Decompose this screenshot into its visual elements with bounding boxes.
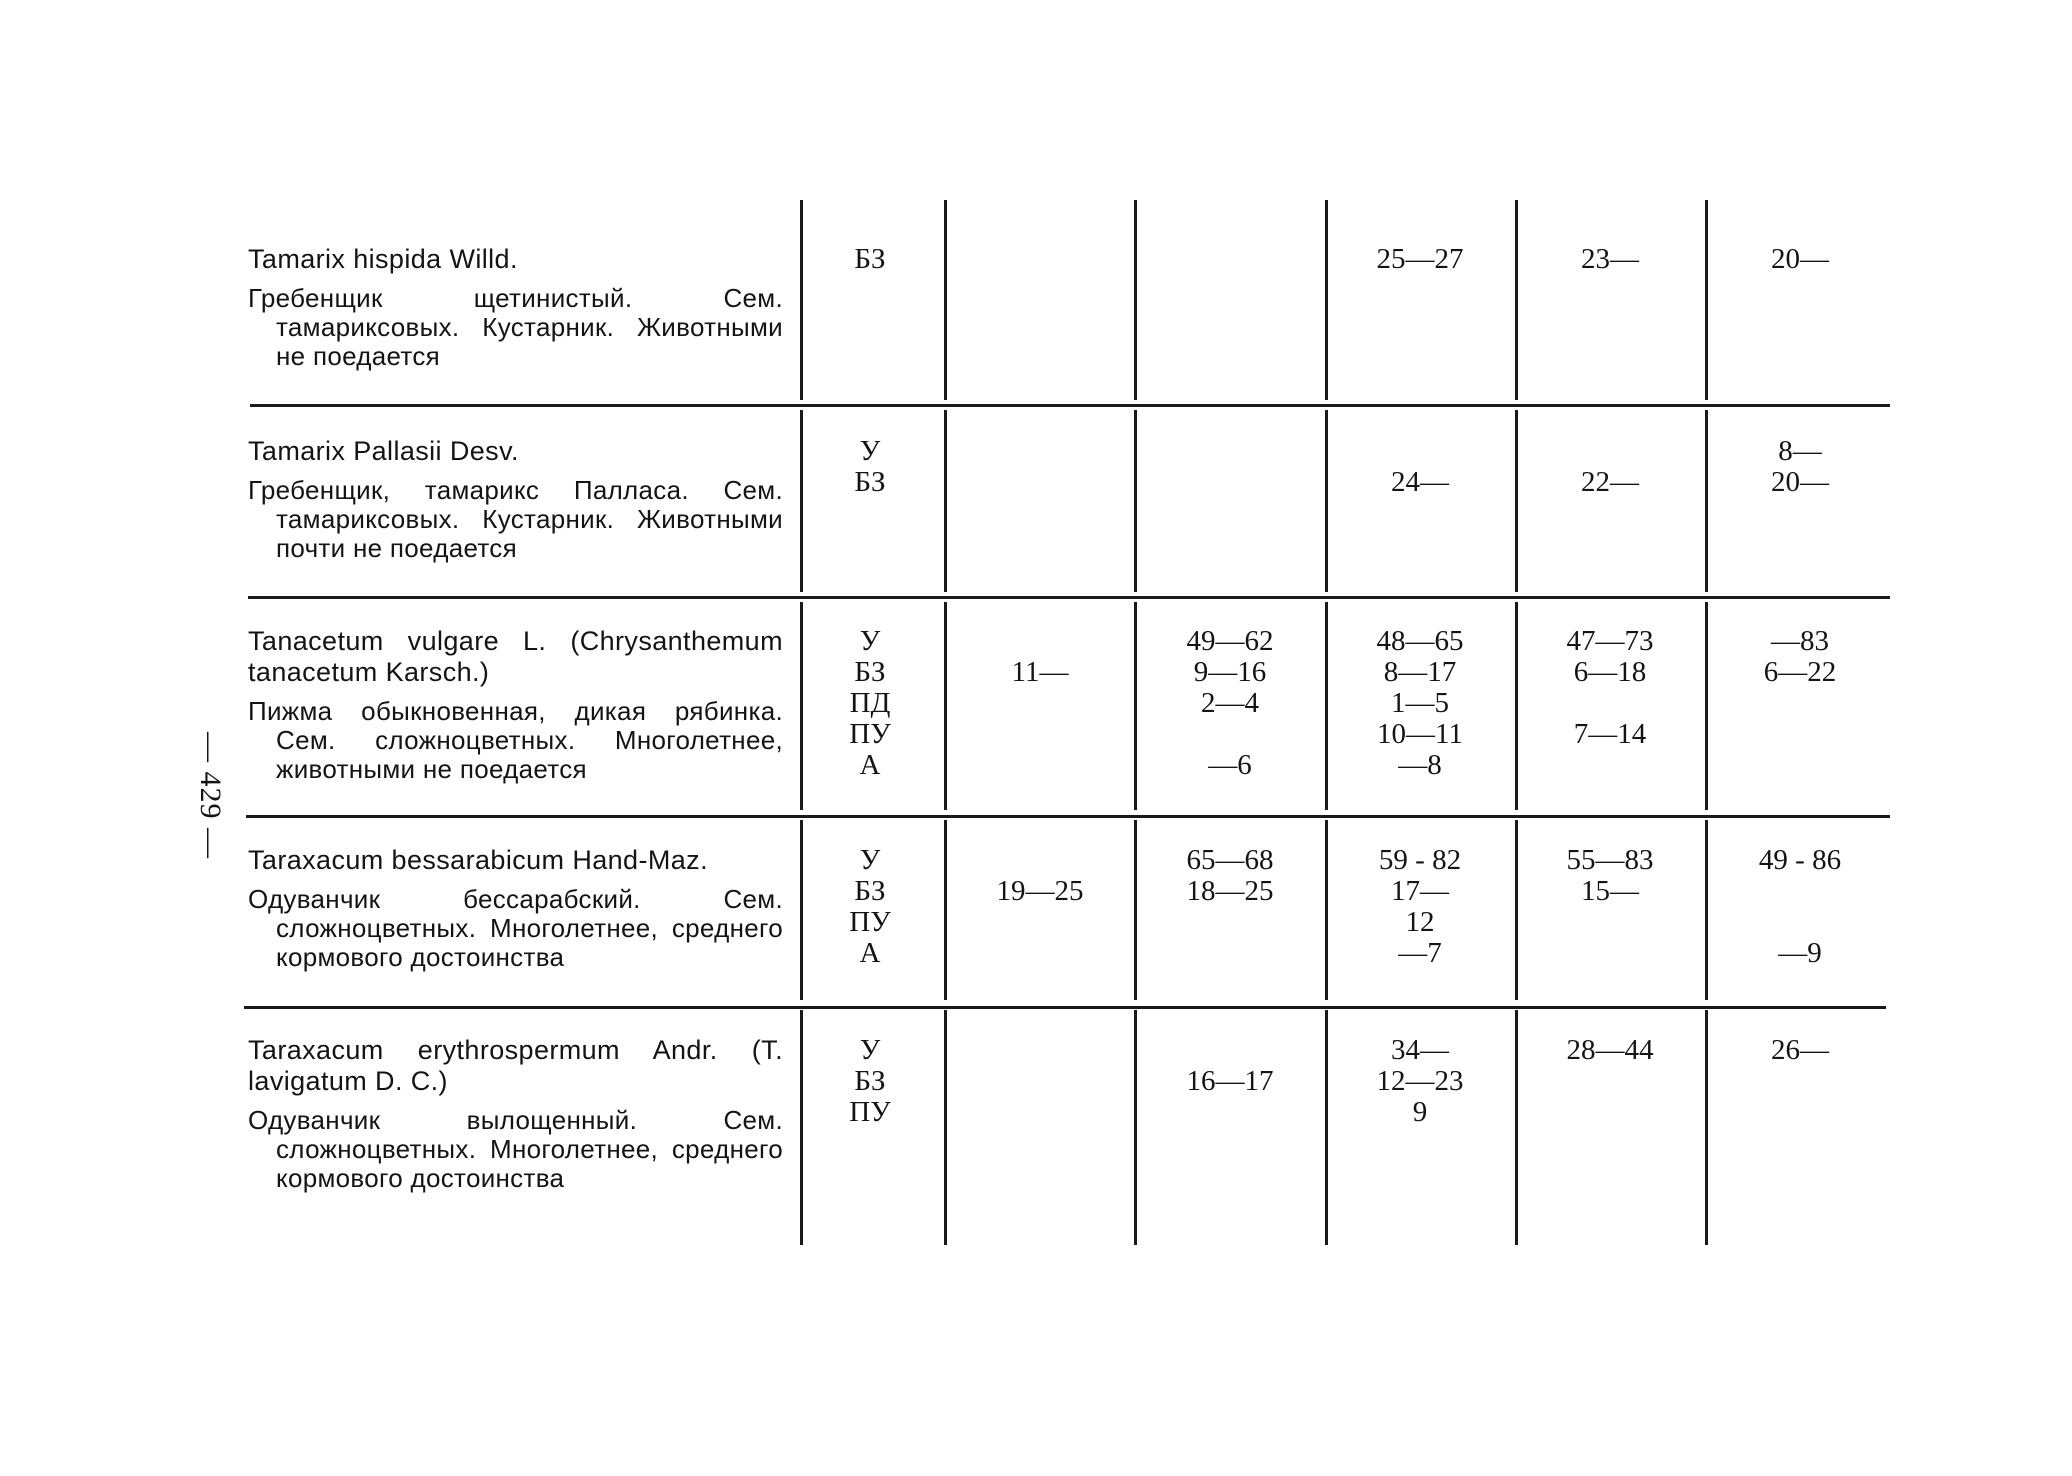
value-cell: 10—11: [1377, 718, 1463, 750]
zone-code: БЗ: [854, 1065, 886, 1097]
value-column-3: [1325, 845, 1515, 969]
value-cell: 65—68: [1186, 844, 1274, 876]
value-cell: 49—62: [1186, 625, 1274, 657]
zone-code: ПУ: [849, 718, 891, 750]
value-cell: [1515, 938, 1705, 969]
zone-list: [800, 244, 940, 275]
value-cell: 1—5: [1391, 687, 1449, 719]
species-description: Одуванчик вылощенный. Сем. сложноцветных. Многолетнее, среднего кормового достоинства: [248, 1105, 783, 1193]
value-cell: 7—14: [1573, 718, 1647, 750]
zone-code: А: [859, 937, 881, 969]
value-cell: 6—18: [1573, 656, 1647, 688]
value-column-2: [1135, 626, 1325, 781]
zone-list: [800, 626, 940, 781]
value-cell: [945, 938, 1135, 969]
value-cell: 25—27: [1376, 243, 1464, 275]
value-cell: [945, 1035, 1135, 1066]
value-cell: [945, 1097, 1135, 1128]
value-column-1: [945, 1035, 1135, 1128]
value-cell: [1705, 1097, 1895, 1128]
zone-code: БЗ: [854, 466, 886, 498]
species-cell: [248, 1035, 783, 1193]
value-cell: 24—: [1391, 466, 1449, 498]
value-cell: [945, 907, 1135, 938]
species-cell: [248, 626, 783, 784]
value-cell: [1325, 436, 1515, 467]
column-rule: [800, 200, 803, 400]
value-cell: 2—4: [1201, 687, 1259, 719]
species-description: Гребенщик щетинистый. Сем. тамариксовых. Кустарник. Животными не поедается: [248, 283, 783, 371]
species-cell: [248, 436, 783, 563]
row-separator: [248, 596, 1890, 599]
value-column-3: [1325, 626, 1515, 781]
species-description: Одуванчик бессарабский. Сем. сложноцветных. Многолетнее, среднего кормового достоинства: [248, 884, 783, 972]
species-description: Пижма обыкновенная, дикая рябинка. Сем. сложноцветных. Многолетнее, животными не поедается: [248, 696, 783, 784]
zone-list: [800, 845, 940, 969]
value-cell: 6—22: [1763, 656, 1837, 688]
value-column-2: [1135, 436, 1325, 498]
value-cell: [945, 845, 1135, 876]
value-cell: 8—: [1778, 435, 1822, 467]
value-cell: [1705, 1066, 1895, 1097]
zone-list: [800, 1035, 940, 1128]
value-cell: —6: [1208, 749, 1252, 781]
value-cell: [1135, 436, 1325, 467]
value-cell: 19—25: [996, 875, 1084, 907]
value-column-5: [1705, 626, 1895, 781]
value-cell: —7: [1398, 937, 1442, 969]
zone-code: У: [859, 435, 881, 467]
value-cell: [1135, 1097, 1325, 1128]
value-cell: 9—16: [1193, 656, 1267, 688]
zone-code: У: [859, 1034, 881, 1066]
value-column-5: [1705, 1035, 1895, 1128]
value-column-2: [1135, 1035, 1325, 1128]
value-cell: 47—73: [1566, 625, 1654, 657]
zone-code: У: [859, 844, 881, 876]
column-rule: [1515, 200, 1518, 400]
value-column-1: [945, 626, 1135, 781]
value-column-2: [1135, 244, 1325, 275]
value-cell: 49 - 86: [1758, 844, 1842, 876]
column-rule: [1325, 200, 1328, 400]
value-cell: [1705, 750, 1895, 781]
value-cell: [1515, 688, 1705, 719]
value-cell: 22—: [1581, 466, 1639, 498]
zone-list: [800, 436, 940, 498]
species-cell: [248, 244, 783, 371]
zone-code: ПУ: [849, 1096, 891, 1128]
value-cell: 8—17: [1383, 656, 1457, 688]
value-column-4: [1515, 626, 1705, 781]
value-cell: [1135, 719, 1325, 750]
value-column-5: [1705, 845, 1895, 969]
value-cell: [945, 467, 1135, 498]
latin-name: Taraxacum erythrospermum Andr. (T. lavigatum D. C.): [248, 1035, 783, 1096]
value-cell: [945, 688, 1135, 719]
latin-name: Tamarix Pallasii Desv.: [248, 436, 519, 466]
value-column-4: [1515, 244, 1705, 275]
value-cell: 28—44: [1566, 1034, 1654, 1066]
value-cell: [945, 436, 1135, 467]
value-cell: 55—83: [1566, 844, 1654, 876]
value-cell: [1705, 719, 1895, 750]
value-cell: 12: [1405, 906, 1435, 938]
value-cell: [945, 750, 1135, 781]
latin-name: Taraxacum bessarabicum Hand-Maz.: [248, 845, 708, 875]
value-column-3: [1325, 244, 1515, 275]
zone-code: А: [859, 749, 881, 781]
column-rule: [1134, 200, 1137, 400]
value-column-4: [1515, 1035, 1705, 1128]
zone-code: ПД: [849, 687, 891, 719]
value-cell: 15—: [1581, 875, 1639, 907]
value-cell: 11—: [1011, 656, 1069, 688]
value-cell: —8: [1398, 749, 1442, 781]
value-column-4: [1515, 436, 1705, 498]
value-column-1: [945, 244, 1135, 275]
value-cell: —9: [1778, 937, 1822, 969]
value-cell: [945, 626, 1135, 657]
value-cell: 26—: [1771, 1034, 1829, 1066]
value-column-1: [945, 436, 1135, 498]
value-cell: [1705, 907, 1895, 938]
value-column-5: [1705, 244, 1895, 275]
latin-name: Tanacetum vulgare L. (Chrysanthemum tanacetum Karsch.): [248, 626, 783, 687]
value-cell: 20—: [1771, 243, 1829, 275]
value-cell: [945, 1066, 1135, 1097]
value-cell: —83: [1771, 625, 1829, 657]
value-column-2: [1135, 845, 1325, 969]
value-cell: 12—23: [1376, 1065, 1464, 1097]
value-column-3: [1325, 1035, 1515, 1128]
value-cell: [1135, 1035, 1325, 1066]
species-cell: [248, 845, 783, 972]
value-cell: [1515, 1066, 1705, 1097]
row-separator: [246, 815, 1890, 818]
value-cell: 34—: [1391, 1034, 1449, 1066]
value-cell: [1515, 750, 1705, 781]
value-cell: 59 - 82: [1378, 844, 1462, 876]
value-column-4: [1515, 845, 1705, 969]
value-column-5: [1705, 436, 1895, 498]
value-cell: 16—17: [1186, 1065, 1274, 1097]
value-cell: [945, 719, 1135, 750]
row-separator: [250, 404, 1890, 407]
species-description: Гребенщик, тамарикс Палласа. Сем. тамариксовых. Кустарник. Животными почти не поедается: [248, 475, 783, 563]
value-cell: [1705, 876, 1895, 907]
value-cell: [1135, 907, 1325, 938]
page-number: — 429 —: [194, 732, 227, 859]
value-cell: [1135, 244, 1325, 275]
value-cell: [1515, 436, 1705, 467]
column-rule: [1705, 200, 1708, 400]
value-cell: 9: [1412, 1096, 1428, 1128]
value-cell: 20—: [1771, 466, 1829, 498]
zone-code: БЗ: [854, 243, 886, 275]
value-cell: [1135, 938, 1325, 969]
value-cell: [1515, 907, 1705, 938]
zone-code: БЗ: [854, 875, 886, 907]
value-cell: [1705, 688, 1895, 719]
zone-code: ПУ: [849, 906, 891, 938]
value-cell: [1515, 1097, 1705, 1128]
value-cell: 17—: [1391, 875, 1449, 907]
value-cell: 23—: [1581, 243, 1639, 275]
row-separator: [244, 1006, 1886, 1009]
value-column-3: [1325, 436, 1515, 498]
zone-code: БЗ: [854, 656, 886, 688]
column-rule: [944, 200, 947, 400]
value-column-1: [945, 845, 1135, 969]
latin-name: Tamarix hispida Willd.: [248, 244, 518, 274]
value-cell: [945, 244, 1135, 275]
value-cell: 18—25: [1186, 875, 1274, 907]
value-cell: 48—65: [1376, 625, 1464, 657]
value-cell: [1135, 467, 1325, 498]
zone-code: У: [859, 625, 881, 657]
